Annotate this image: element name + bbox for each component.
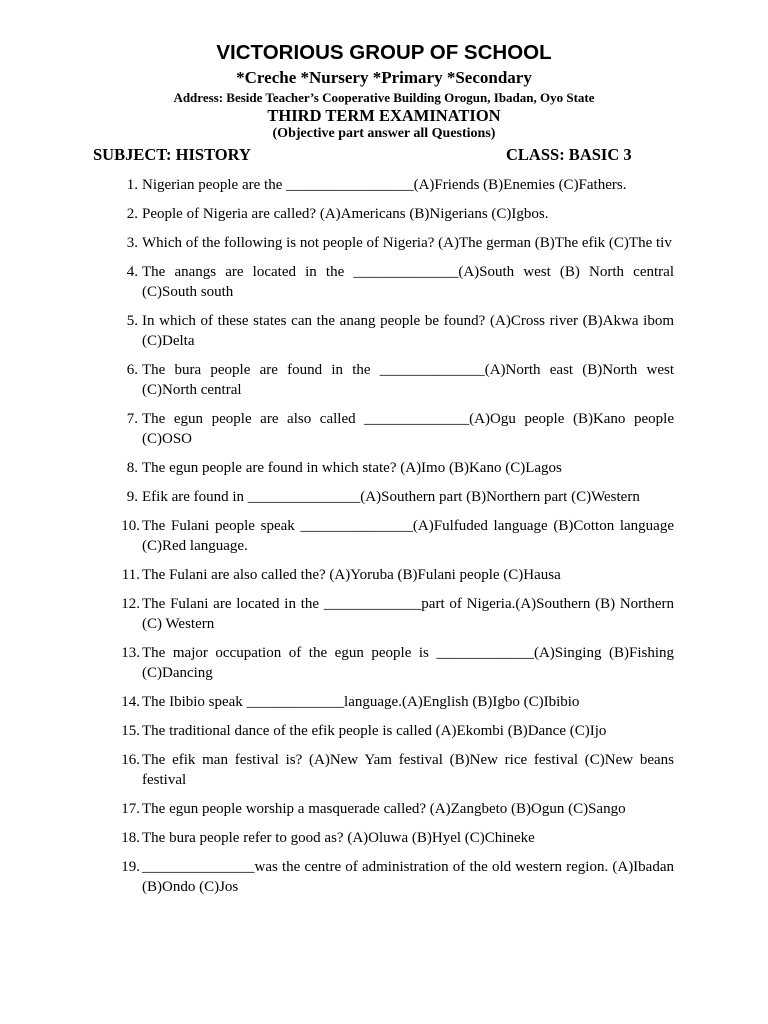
- question-number: 12.: [121, 596, 140, 612]
- question-item: [100, 643, 674, 683]
- question-number: 2.: [126, 206, 138, 222]
- question-number: 18.: [121, 830, 140, 846]
- question-item: [100, 175, 674, 195]
- exam-title: THIRD TERM EXAMINATION: [267, 106, 501, 125]
- question-number: 8.: [126, 460, 138, 476]
- question-item: [100, 204, 674, 224]
- question-text: The Fulani people speak _______________(A)Fulfuded language (B)Cotton language (C)Red language.: [142, 518, 674, 554]
- question-item: [100, 458, 674, 478]
- question-text: The Fulani are located in the _____________part of Nigeria.(A)Southern (B) Northern (C) Western: [142, 596, 674, 632]
- question-text: People of Nigeria are called? (A)Americans (B)Nigerians (C)Igbos.: [142, 206, 549, 222]
- question-number: 7.: [126, 411, 138, 427]
- question-item: [100, 721, 674, 741]
- question-item: [100, 857, 674, 897]
- question-number: 5.: [126, 313, 138, 329]
- question-text: The Fulani are also called the? (A)Yoruba (B)Fulani people (C)Hausa: [142, 567, 561, 583]
- question-item: [100, 311, 674, 351]
- question-text: The egun people worship a masquerade called? (A)Zangbeto (B)Ogun (C)Sango: [142, 801, 626, 817]
- question-number: 10.: [121, 518, 140, 534]
- question-item: [100, 487, 674, 507]
- class-label: CLASS: BASIC 3: [506, 145, 632, 164]
- question-text: Efik are found in _______________(A)Southern part (B)Northern part (C)Western: [142, 489, 640, 505]
- question-text: The egun people are found in which state? (A)Imo (B)Kano (C)Lagos: [142, 460, 562, 476]
- question-list: [100, 175, 674, 906]
- question-text: The egun people are also called ______________(A)Ogu people (B)Kano people (C)OSO: [142, 411, 674, 447]
- question-text: Nigerian people are the _________________(A)Friends (B)Enemies (C)Fathers.: [142, 177, 627, 193]
- question-item: [100, 516, 674, 556]
- question-number: 17.: [121, 801, 140, 817]
- question-text: _______________was the centre of administration of the old western region. (A)Ibadan (B)Ondo (C)Jos: [142, 859, 674, 895]
- question-text: The Ibibio speak _____________language.(A)English (B)Igbo (C)Ibibio: [142, 694, 580, 710]
- question-item: [100, 594, 674, 634]
- question-number: 14.: [121, 694, 140, 710]
- question-text: The bura people refer to good as? (A)Oluwa (B)Hyel (C)Chineke: [142, 830, 535, 846]
- question-item: [100, 233, 674, 253]
- question-text: The traditional dance of the efik people is called (A)Ekombi (B)Dance (C)Ijo: [142, 723, 607, 739]
- question-item: [100, 409, 674, 449]
- question-number: 9.: [126, 489, 138, 505]
- school-name: VICTORIOUS GROUP OF SCHOOL: [216, 41, 552, 64]
- school-address: Address: Beside Teacher’s Cooperative Building Orogun, Ibadan, Oyo State: [173, 90, 595, 105]
- question-number: 6.: [126, 362, 138, 378]
- question-item: [100, 799, 674, 819]
- question-number: 13.: [121, 645, 140, 661]
- question-number: 19.: [121, 859, 140, 875]
- exam-instruction: (Objective part answer all Questions): [272, 126, 496, 141]
- question-number: 4.: [126, 264, 138, 280]
- question-item: [100, 565, 674, 585]
- question-item: [100, 828, 674, 848]
- question-number: 15.: [121, 723, 140, 739]
- question-text: The bura people are found in the ______________(A)North east (B)North west (C)North central: [142, 362, 674, 398]
- question-number: 11.: [121, 567, 140, 583]
- question-number: 16.: [121, 752, 140, 768]
- question-text: The major occupation of the egun people is _____________(A)Singing (B)Fishing (C)Dancing: [142, 645, 674, 681]
- question-item: [100, 750, 674, 790]
- subject-label: SUBJECT: HISTORY: [93, 145, 251, 164]
- question-number: 1.: [126, 177, 138, 193]
- question-item: [100, 360, 674, 400]
- question-item: [100, 692, 674, 712]
- question-text: In which of these states can the anang people be found? (A)Cross river (B)Akwa ibom (C)Delta: [142, 313, 674, 349]
- question-text: Which of the following is not people of Nigeria? (A)The german (B)The efik (C)The tiv: [142, 235, 672, 251]
- question-item: [100, 262, 674, 302]
- question-number: 3.: [126, 235, 138, 251]
- school-levels: *Creche *Nursery *Primary *Secondary: [236, 68, 532, 87]
- question-text: The anangs are located in the ______________(A)South west (B) North central (C)South south: [142, 264, 674, 300]
- question-text: The efik man festival is? (A)New Yam festival (B)New rice festival (C)New beans festival: [142, 752, 674, 788]
